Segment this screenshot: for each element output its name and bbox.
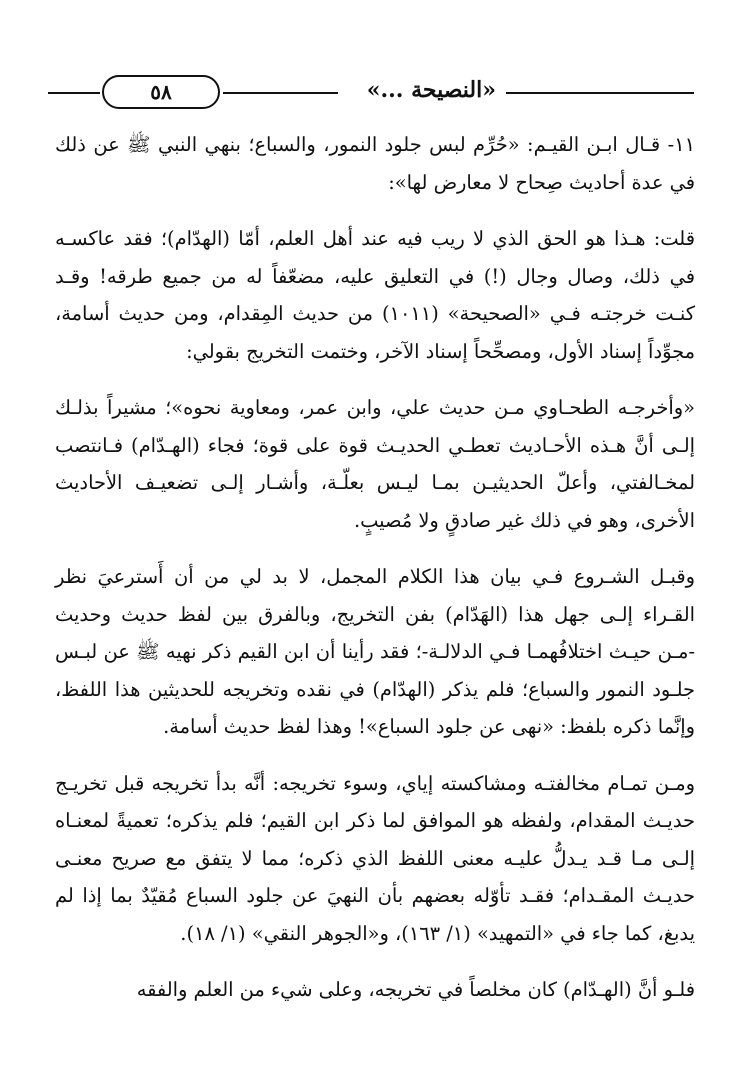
paragraph-4: وقبـل الشـروع فـي بيان هذا الكلام المجمل، لا بد لي من أن أَسترعيَ نظر القـراء إلـى جهل هذا (الهَدّام) بفن التخريج، وبالفرق بين لفظ حديث وحديث -مـن حيـث اختلافُهمـا فـي الدلالـة-؛ فقد رأينا أن ابن القيم ذكر نهيه ﷺ عن لبـس جلـود النمور والسباع؛ فلم يذكر (الهدّام) في نقده وتخريجه للحديثين هذا اللفظ، وإنَّما ذكره بلفظ: «نهى عن جلود السباع»! وهذا لفظ حديث أسامة. — [55, 565, 695, 738]
paragraph-6: فلـو أنَّ (الهـدّام) كان مخلصاً في تخريجه، وعلى شيء من العلم والفقه — [136, 978, 695, 1001]
header-rule-left — [48, 92, 100, 94]
page-header — [48, 74, 696, 112]
page-number: ٥٨ — [102, 75, 220, 109]
page-body — [55, 126, 695, 1028]
header-rule-right — [506, 92, 694, 94]
running-title: «النصيحة ...» — [366, 77, 496, 103]
header-rule-middle — [223, 92, 338, 94]
paragraph-2: قلت: هـذا هو الحق الذي لا ريب فيه عند أهل العلم، أمّا (الهدّام)؛ فقد عاكسـه في ذلك، وصال وجال (!) في التعليق عليه، مضعّفاً له من جميع طرقه! وقـد كنـت خرجتـه فـي «الصحيحة» (١٠١١) من حديث المِقدام، ومن حديث أسامة، مجوِّداً إسناد الأول، ومصحِّحاً إسناد الآخر، وختمت التخريج بقولي: — [55, 227, 696, 363]
paragraph-1: ١١- قـال ابـن القيـم: «حُرِّم لبس جلود النمور، والسباع؛ بنهي النبي ﷺ عن ذلك في عدة أحاديث صِحاح لا معارض لها»: — [55, 133, 695, 194]
paragraph-3: «وأخرجـه الطحـاوي مـن حديث علي، وابن عمر، ومعاوية نحوه»؛ مشيراً بذلـك إلـى أنَّ هـذه الأحـاديث تعطـي الحديـث قوة على قوة؛ فجاء (الهـدّام) فـانتصب لمخـالفتي، وأعلّ الحديثيـن بمـا ليـس بعلّـة، وأشـار إلـى تضعيـف الأحاديث الأخرى، وهو في ذلك غير صادقٍ ولا مُصيبٍ. — [55, 396, 695, 532]
paragraph-5: ومـن تمـام مخالفتـه ومشاكسته إياي، وسوء تخريجه: أنَّه بدأ تخريجه قبل تخريـج حديـث المقدام، ولفظه هو الموافق لما ذكر ابن القيم؛ فلم يذكره؛ تعميةً لمعنـاه إلـى مـا قـد يـدلُّ عليـه معنى اللفظ الذي ذكره؛ مما لا يتفق مع صريح معنـى حديـث المقـدام؛ فقـد تأوّله بعضهم بأن النهيَ عن جلود السباع مُقيّدٌ بما إذا لم يدبغ، كما جاء في «التمهيد» (١/ ١٦٣)، و«الجوهر النقي» (١/ ١٨). — [55, 771, 695, 945]
